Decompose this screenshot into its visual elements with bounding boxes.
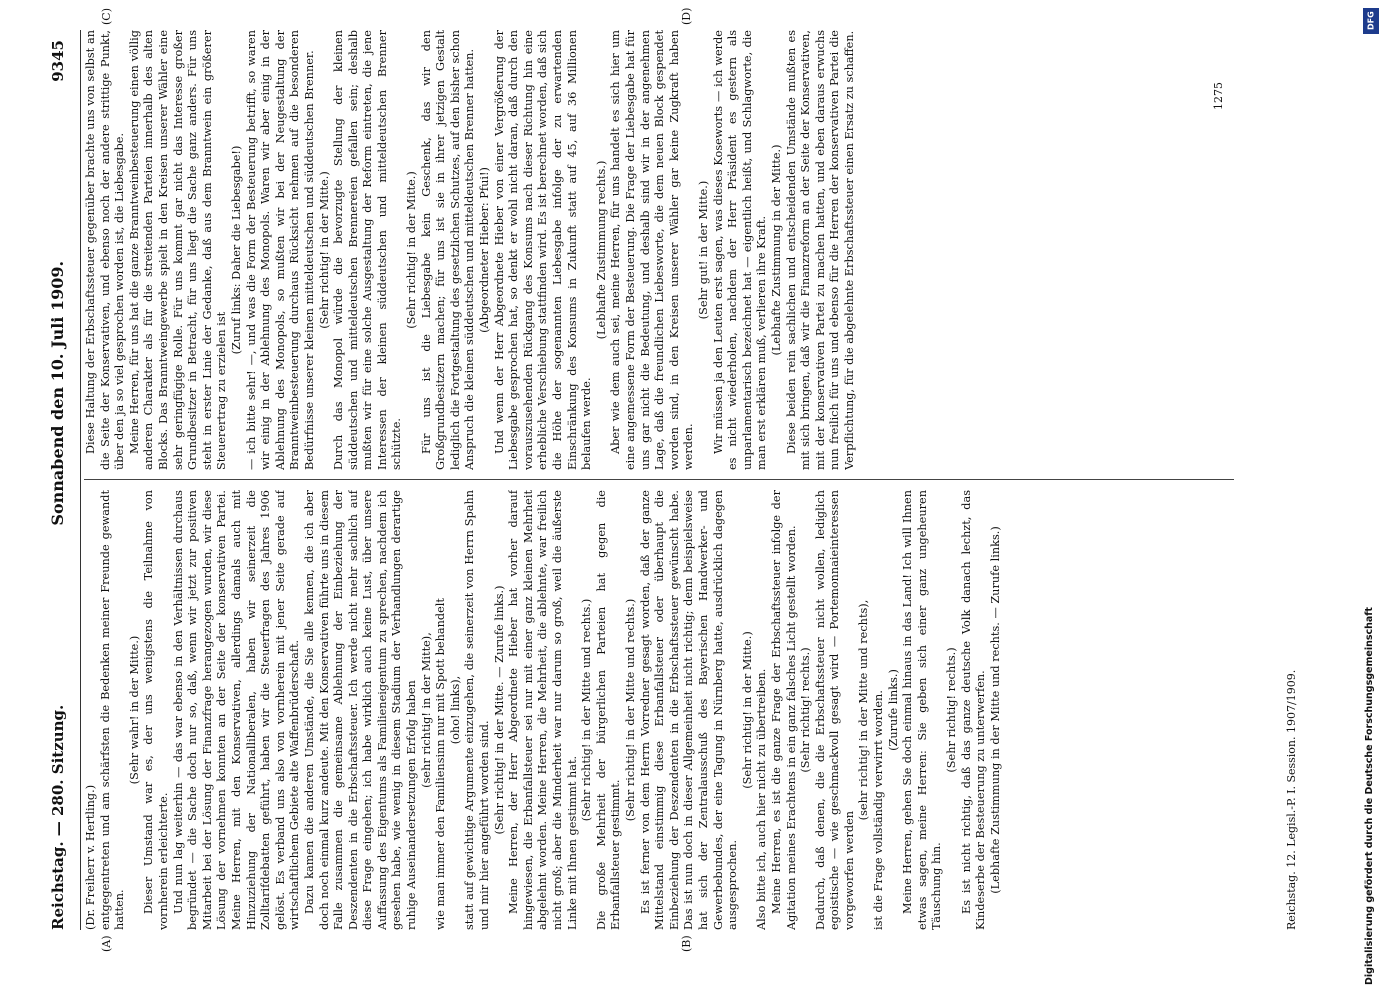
paragraph: Durch das Monopol würde die bevorzugte Stellung der kleinen süddeutschen und mitteldeutschen Brennereien gefallen sein; deshalb mußten wir für eine solche Ausgestaltung der Reform eintreten, die jene Interessen der kleinen süddeutschen und mitteldeutschen Brenner schützte. [332, 30, 404, 470]
interjection: (Sehr richtig! in der Mitte. — Zurufe links.) [492, 585, 506, 835]
column-divider [84, 479, 1234, 480]
paragraph: Für uns ist die Liebesgabe kein Geschenk, das wir den Großgrundbesitzern machen; für uns ist sie in ihrer jetzigen Gestalt lediglich die Fortgestaltung des gesetzlichen Schutzes, auf den bisher schon Anspruch die kleinen süddeutschen und mitteldeutschen Brenner hatten. [419, 30, 477, 470]
digitization-credit [1360, 0, 1382, 1000]
margin-marker-c: (C) [100, 8, 113, 25]
paragraph: Also bitte ich, auch hier nicht zu übertreiben. [755, 668, 769, 930]
interjection: (Sehr wahr! in der Mitte.) [127, 635, 141, 785]
paragraph: Es ist nicht richtig, daß das ganze deutsche Volk danach lechzt, das Kindeserbe der Besteuerung zu unterwerfen. [959, 490, 988, 930]
interjection: (oho! links), [448, 675, 462, 745]
paragraph: Meine Herren, der Herr Abgeordnete Hieber hat vorher darauf hingewiesen, die Erbanfallsteuer sei nur mit einer ganz kleinen Mehrheit abgelehnt worden. Meine Herren, die Mehrheit, die ablehnte, war freilich nicht groß; aber die Minderheit war nur darum so groß, weil die äußerste Linke mit Ihnen gestimmt hat. [507, 490, 579, 930]
footer-page-number: 1275 [1212, 82, 1225, 110]
interjection: (Lebhafte Zustimmung in der Mitte und rechts. — Zurufe links.) [988, 526, 1002, 894]
interjection: (Sehr gut! in der Mitte.) [696, 180, 710, 320]
paragraph: Wir müssen ja den Leuten erst sagen, was dieses Koseworts — ich werde es nicht wiederholen, nachdem der Herr Präsident es gestern als unparlamentarisch bezeichnet hat — eigentlich heißt, und Schlagworte, die man erst erklären muß, verlieren ihre Kraft. [711, 30, 769, 470]
interjection: (Lebhafte Zustimmung in der Mitte.) [769, 144, 783, 356]
header-date: Sonnabend den 10. Juli 1909. [48, 260, 67, 526]
paragraph: Die große Mehrheit der bürgerlichen Parteien hat gegen die Erbanfallsteuer gestimmt. [594, 490, 623, 930]
paragraph: ist die Frage vollständig verwirrt worden. [872, 690, 886, 930]
document-page [40, 0, 1340, 1000]
interjection: (Sehr richtig! rechts.) [945, 647, 959, 773]
interjection: (Sehr richtig! in der Mitte.) [317, 171, 331, 329]
margin-marker-a: (A) [100, 935, 113, 952]
paragraph: Diese Haltung der Erbschaftssteuer gegenüber brachte uns von selbst an die Seite der Konservativen, und ebenso noch der andere strittige Punkt, über den ja so viel gesprochen worden ist, die Liebesgabe. [84, 30, 127, 470]
page-header [48, 40, 76, 930]
speaker-name: (Dr. Freiherr v. Hertling.) [84, 784, 97, 930]
header-left: Reichstag. — 280. Sitzung. [49, 704, 67, 930]
paragraph: entgegentreten und am schärfsten die Bedenken meiner Freunde gewandt hatten. [98, 490, 127, 930]
paragraph: Und wenn der Herr Abgeordnete Hieber von einer Vergrößerung der Liebesgabe gesprochen hat, so denkt er wohl nicht daran, daß durch den vorauszusehenden Rückgang des Konsums nach dieser Richtung hin eine erhebliche Verschiebung stattfinden wird. Es ist berechnet worden, daß sich die Höhe der sogenannten Liebesgabe infolge der zu erwartenden Einschränkung des Konsums in Zukunft statt auf 45, auf 36 Millionen belaufen werde. [492, 30, 594, 470]
interjection: (Sehr richtig! in der Mitte und rechts.) [580, 598, 594, 822]
interjection: (sehr richtig! in der Mitte), [419, 632, 433, 788]
header-rule [80, 30, 81, 930]
margin-marker-d: (D) [680, 7, 693, 25]
margin-marker-b: (B) [680, 935, 693, 952]
paragraph: statt auf gewichtige Argumente einzugehen, die seinerzeit von Herrn Spahn und mir hier angeführt worden sind. [463, 490, 492, 930]
interjection: (Sehr richtig! in der Mitte.) [740, 631, 754, 789]
page-footer [1285, 490, 1298, 930]
paragraph: Meine Herren, gehen Sie doch einmal hinaus in das Land! Ich will Ihnen etwas sagen, meine Herren: Sie geben sich einer ganz ungeheuren Täuschung hin. [901, 490, 944, 930]
interjection: (Sehr richtig! in der Mitte.) [405, 171, 419, 329]
paragraph: Meine Herren, für uns hat die ganze Branntweinbesteuerung einen völlig anderen Charakter als für die streitenden Parteien innerhalb des alten Blocks. Das Branntweingewerbe spielt in den Kreisen unserer Wähler eine sehr geringfügige Rolle. Für uns kommt gar nicht das Interesse großer Grundbesitzer in Betracht, für uns liegt die Sache ganz anders. Für uns steht in erster Linie der Gedanke, daß aus dem Branntwein ein größerer Steuerertrag zu erzielen ist [127, 30, 229, 470]
paragraph: Diese beiden rein sachlichen und entscheidenden Umstände mußten es mit sich bringen, daß wir die Finanzreform an der Seite der Konservativen, mit der konservativen Partei zu machen hatten, und eben daraus erwuchs nun freilich für uns und ebenso für die Herren der konservativen Partei die Verpflichtung, für die abgelehnte Erbschaftssteuer einen Ersatz zu schaffen. [784, 30, 856, 470]
header-page-number: 9345 [49, 40, 67, 82]
footer-session: Reichstag. 12. Legisl.-P. I. Session. 1907/1909. [1285, 669, 1298, 930]
credit-text: Digitalisierung gefördert durch die Deutsche Forschungsgemeinschaft [1364, 607, 1375, 985]
paragraph: Es ist ferner von dem Herrn Vorredner gesagt worden, daß der ganze Mittelstand einstimmig diese Erbanfallsteuer oder überhaupt die Einbeziehung der Deszendenten in die Erbschaftssteuer gewünscht habe. Das ist nun doch in dieser Allgemeinheit nicht richtig; denn beispielsweise hat sich der Zentralausschuß des Bayerischen Handwerker- und Gewerbebundes, der eine Tagung in Nürnberg hatte, ausdrücklich dagegen ausgesprochen. [638, 490, 740, 930]
paragraph: Meine Herren, es ist die ganze Frage der Erbschaftssteuer infolge der Agitation meines Erachtens in ein ganz falsches Licht gestellt worden. [769, 490, 798, 930]
dfg-logo: DFG [1363, 8, 1379, 34]
interjection: (Sehr richtig! in der Mitte und rechts.) [623, 598, 637, 822]
interjection: (Zurufe links.) [886, 669, 900, 751]
paragraph: Und nun lag weiterhin — das war ebenso in den Verhältnissen durchaus begründet — die Sache doch nur so, daß, wenn wir jetzt zur positiven Mitarbeit bei der Lösung der Finanzfrage herangezogen wurden, wir diese Lösung der vornehmen konnten an der Seite der konservativen Partei. Meine Herren, mit den Konservativen, allerdings damals auch mit Hinzuziehung der Nationalliberalen, haben wir seinerzeit die Zolltarifdebatten geführt, haben wir die Steuerfragen des Jahres 1906 gelöst. Es verband uns also von vornherein mit jener Seite gerade auf wirtschaftlichem Gebiete alte Waffenbrüderschaft. [171, 490, 302, 930]
paragraph: Dazu kamen die anderen Umstände, die Sie alle kennen, die ich aber doch noch einmal kurz andeute. Mit den Konservativen führte uns in diesem Falle zusammen die gemeinsame Ablehnung der Einbeziehung der Deszendenten in die Erbschaftssteuer. Ich werde nicht mehr sachlich auf diese Frage eingehen; ich habe wirklich auch keine Lust, über unsere Auffassung des Eigentums als Familieneigentum zu sprechen, nachdem ich gesehen habe, wie wenig in diesem Stadium der Verhandlungen derartige ruhige Auseinandersetzungen Erfolg haben [302, 490, 419, 930]
left-column [84, 490, 1284, 930]
interjection: (Abgeordneter Hieber: Pfui!) [478, 167, 492, 333]
paragraph: Dadurch, daß denen, die die Erbschaftssteuer nicht wollen, lediglich egoistische — wie geschmackvoll gesagt wird — Portemonnaieinteressen vorgeworfen werden [813, 490, 856, 930]
paragraph: Aber wie dem auch sei, meine Herren, für uns handelt es sich hier um eine angemessene Form der Besteuerung. Die Frage der Liebesgabe hat für uns gar nicht die Bedeutung, und deshalb sind wir in der angenehmen Lage, daß die freundlichen Liebesworte, die dem neuen Block gespendet worden sind, in den Kreisen unserer Wähler gar keine Zugkraft haben werden. [609, 30, 696, 470]
interjection: (Sehr richtig! rechts.) [799, 647, 813, 773]
paragraph: — ich bitte sehr! —, und was die Form der Besteuerung betrifft, so waren wir einig in der Ablehnung des Monopols. Waren wir aber einig in der Ablehnung des Monopols, so mußten wir bei der Neugestaltung der Branntweinbesteuerung durchaus Rücksicht nehmen auf die besonderen Bedürfnisse unserer kleinen mitteldeutschen und süddeutschen Brenner. [244, 30, 316, 470]
paragraph: Dieser Umstand war es, der uns wenigstens die Teilnahme von vornherein erleichterte. [142, 490, 170, 930]
interjection: (Zuruf links: Daher die Liebesgabe!) [229, 145, 243, 355]
interjection: (Lebhafte Zustimmung rechts.) [594, 160, 608, 340]
right-column [84, 30, 1284, 470]
paragraph: wie man immer den Familiensinn nur mit Spott behandelt [434, 598, 448, 930]
interjection: (sehr richtig! in der Mitte und rechts), [857, 599, 871, 821]
